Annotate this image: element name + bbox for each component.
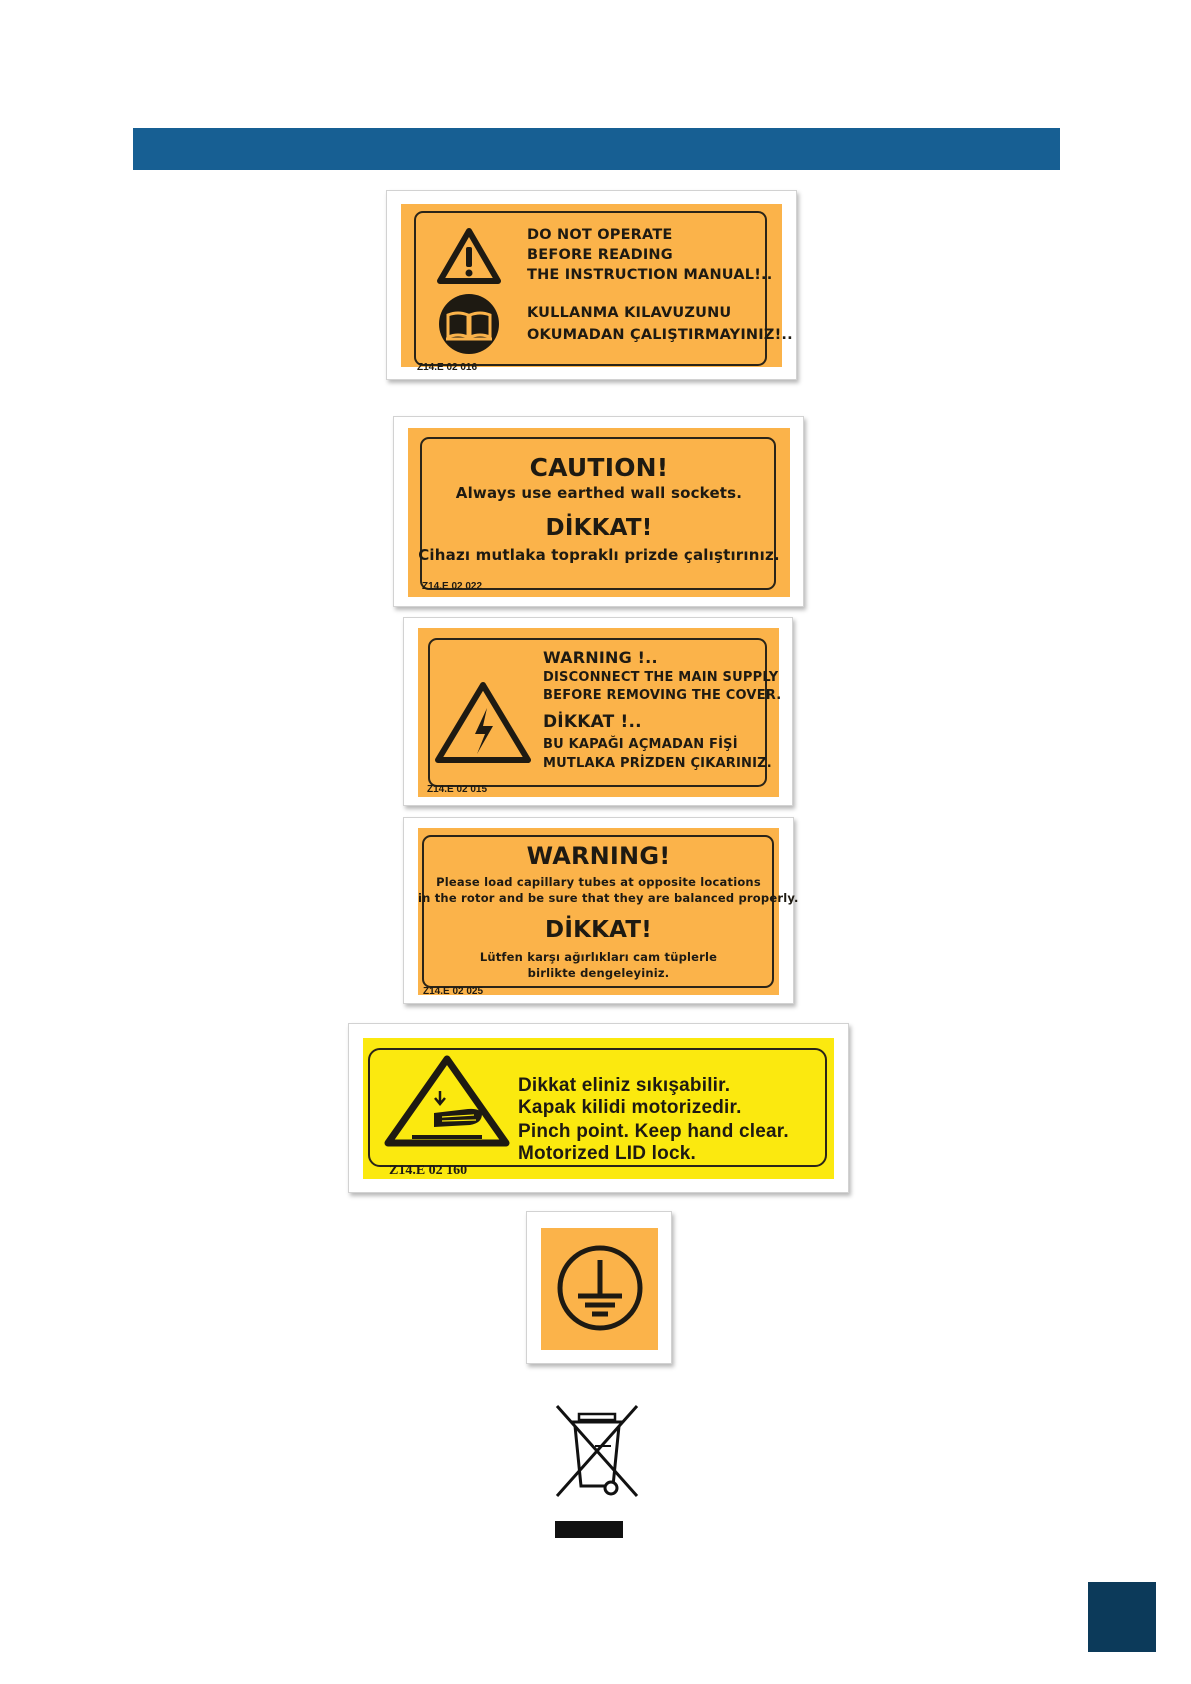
supply-title-tr: DİKKAT !.. (543, 712, 642, 732)
capillary-title-tr: DİKKAT! (545, 917, 652, 943)
supply-tr-line-1: BU KAPAĞI AÇMADAN FİŞİ (543, 737, 738, 752)
header-bar (133, 128, 1060, 170)
pinch-line-4: Motorized LID lock. (518, 1143, 696, 1164)
earthed-text-tr: Cihazı mutlaka topraklı prizde çalıştırınız. (418, 546, 780, 564)
earthed-title-en: CAUTION! (529, 453, 669, 482)
label-code: Z14.E 02 025 (423, 986, 484, 997)
protective-earth-icon (556, 1244, 644, 1332)
pinch-label-frame (348, 1023, 849, 1193)
label-code: Z14.E 02 160 (389, 1163, 468, 1178)
manual-tr-line-1: KULLANMA KILAVUZUNU (527, 305, 732, 321)
earthed-label (408, 428, 790, 597)
supply-en-line-1: DISCONNECT THE MAIN SUPPLY (543, 670, 779, 685)
supply-label (418, 628, 782, 797)
pinch-hand-icon (382, 1053, 512, 1149)
crossed-bin-icon (553, 1404, 643, 1544)
manual-en-line-1: DO NOT OPERATE (527, 227, 673, 243)
pinch-label (363, 1038, 834, 1179)
manual-label-frame (386, 190, 797, 380)
pinch-line-1: Dikkat eliniz sıkışabilir. (518, 1075, 731, 1096)
capillary-tr-line-2: birlikte dengeleyiniz. (527, 966, 670, 980)
label-code: Z14.E 02 015 (427, 784, 488, 795)
pinch-line-3: Pinch point. Keep hand clear. (518, 1121, 789, 1142)
warning-triangle-icon (436, 227, 502, 285)
supply-en-line-2: BEFORE REMOVING THE COVER. (543, 688, 782, 703)
label-code: Z14.E 02 022 (422, 581, 483, 592)
capillary-tr-line-1: Lütfen karşı ağırlıkları cam tüplerle (479, 950, 718, 964)
capillary-en-line-1: Please load capillary tubes at opposite locations (436, 875, 761, 889)
capillary-title-en: WARNING! (526, 842, 671, 870)
supply-title-en: WARNING !.. (543, 648, 658, 667)
earthed-text-en: Always use earthed wall sockets. (455, 484, 743, 502)
manual-en-line-3: THE INSTRUCTION MANUAL!.. (527, 267, 773, 283)
ground-label (541, 1228, 658, 1350)
manual-label (401, 204, 793, 373)
pinch-line-2: Kapak kilidi motorizedir. (518, 1097, 742, 1118)
page-tab (1088, 1582, 1156, 1652)
supply-label-frame (403, 617, 793, 806)
supply-tr-line-2: MUTLAKA PRİZDEN ÇIKARINIZ. (543, 756, 772, 771)
manual-book-icon (438, 293, 500, 355)
manual-tr-line-2: OKUMADAN ÇALIŞTIRMAYINIZ!.. (527, 327, 793, 343)
manual-en-line-2: BEFORE READING (527, 247, 673, 263)
label-code: Z14.E 02 016 (417, 362, 478, 373)
earthed-label-frame (393, 416, 804, 607)
capillary-label (418, 828, 799, 997)
ground-label-frame (526, 1211, 672, 1364)
high-voltage-icon (433, 680, 533, 766)
capillary-en-line-2: in the rotor and be sure that they are balanced properly. (418, 891, 799, 905)
capillary-label-frame (403, 817, 799, 1004)
earthed-title-tr: DİKKAT! (545, 515, 653, 541)
